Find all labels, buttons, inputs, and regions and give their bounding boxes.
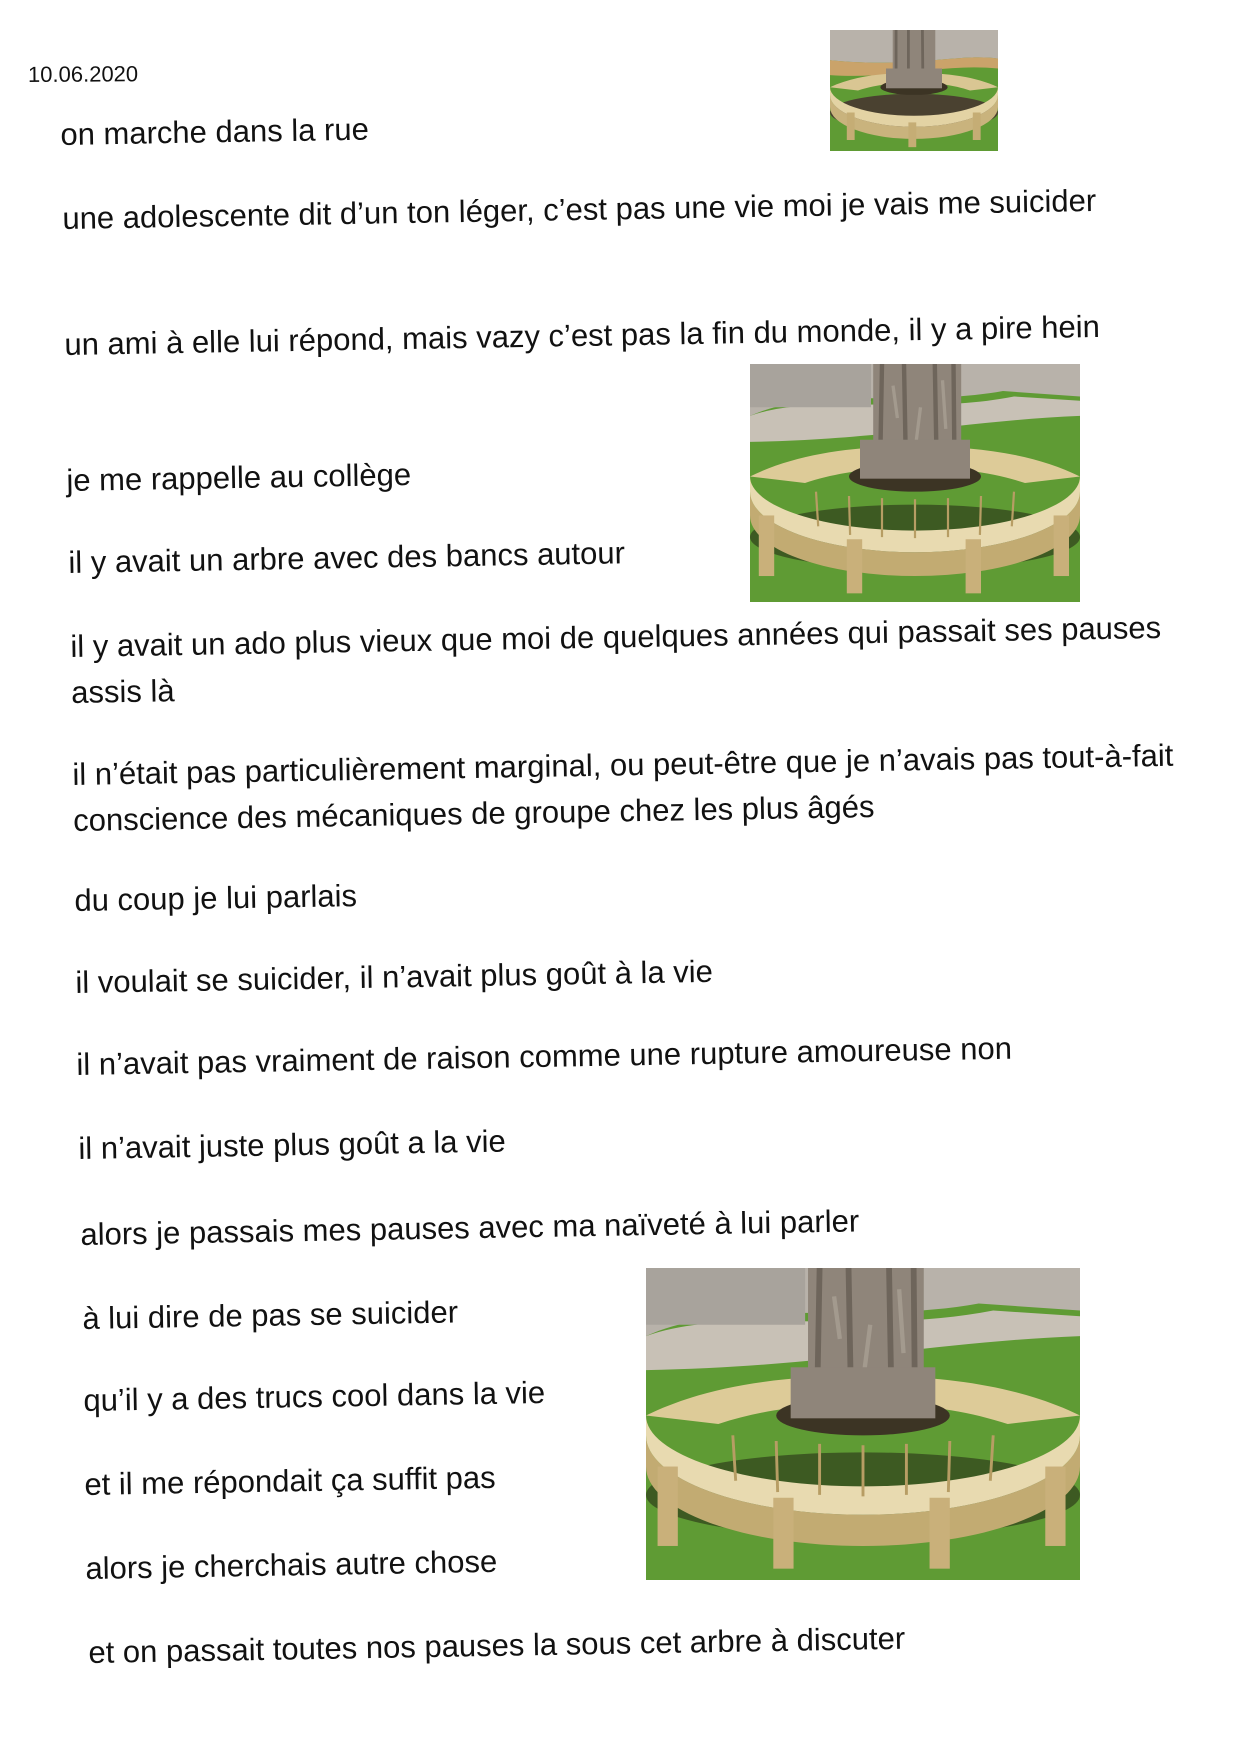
text-line: on marche dans la rue (60, 111, 370, 152)
tree-bench-photo (646, 1268, 1080, 1580)
document-date: 10.06.2020 (27, 61, 139, 87)
text-line: il n’était pas particulièrement marginal, ou peut-être que je n’avais pas tout-à-fait conscience des mécaniques de groupe chez les plus âgés (72, 737, 1174, 838)
text-line: à lui dire de pas se suicider (82, 1294, 459, 1336)
text-line: qu’il y a des trucs cool dans la vie (83, 1374, 546, 1418)
text-line: il n’avait pas vraiment de raison comme une rupture amoureuse non (76, 1030, 1013, 1082)
tree-bench-photo (830, 30, 998, 151)
text-line: alors je cherchais autre chose (85, 1543, 498, 1586)
text-line: il y avait un ado plus vieux que moi de quelques années qui passait ses pauses assis là (70, 609, 1162, 710)
text-line: un ami à elle lui répond, mais vazy c’est pas la fin du monde, il y a pire hein (64, 308, 1101, 362)
text-line: du coup je lui parlais (74, 878, 358, 918)
text-line: il y avait un arbre avec des bancs autour (68, 535, 626, 580)
text-line: il n’avait juste plus goût a la vie (78, 1123, 506, 1166)
text-line: je me rappelle au collège (66, 456, 412, 498)
text-line: alors je passais mes pauses avec ma naïveté à lui parler (80, 1203, 860, 1252)
text-line: une adolescente dit d’un ton léger, c’est pas une vie moi je vais me suicider (62, 182, 1097, 236)
text-line: il voulait se suicider, il n’avait plus goût à la vie (75, 953, 714, 1000)
text-line: et il me répondait ça suffit pas (84, 1459, 496, 1502)
tree-bench-photo (750, 364, 1080, 602)
text-line: et on passait toutes nos pauses la sous cet arbre à discuter (88, 1620, 906, 1670)
